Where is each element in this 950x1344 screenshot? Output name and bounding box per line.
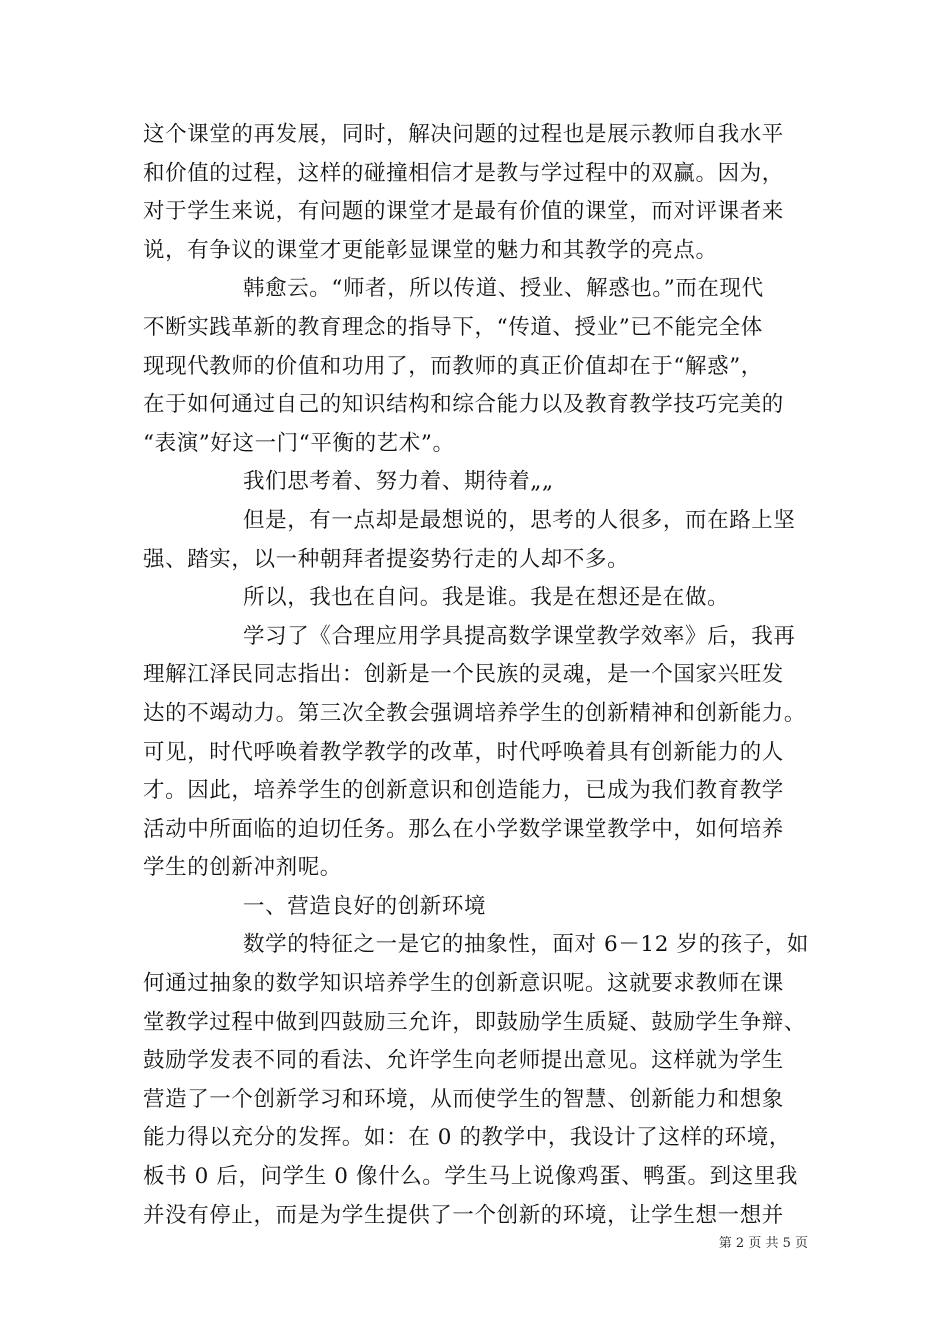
text-line: 可见，时代呼唤着教学教学的改革，时代呼唤着具有创新能力的人	[143, 739, 784, 765]
document-body	[143, 116, 813, 1235]
text-line: 何通过抽象的数学知识培养学生的创新意识呢。这就要求教师在课	[143, 971, 784, 997]
text-line: “表演”好这一门“平衡的艺术”。	[143, 430, 455, 456]
text-line: 达的不竭动力。第三次全教会强调培养学生的创新精神和创新能力。	[143, 700, 807, 726]
text-line: 强、踏实，以一种朝拜者提姿势行走的人却不多。	[143, 546, 630, 572]
text-line: 活动中所面临的迫切任务。那么在小学数学课堂教学中，如何培养	[143, 816, 784, 842]
text-line: 在于如何通过自己的知识结构和综合能力以及教育教学技巧完美的	[143, 392, 784, 418]
text-line: 能力得以充分的发挥。如：在 0 的教学中，我设计了这样的环境，	[143, 1125, 791, 1151]
text-line: 理解江泽民同志指出：创新是一个民族的灵魂，是一个国家兴旺发	[143, 662, 784, 688]
text-line: 但是，有一点却是最想说的，思考的人很多，而在路上坚	[243, 507, 796, 533]
text-line: 对于学生来说，有问题的课堂才是最有价值的课堂，而对评课者来	[143, 199, 784, 225]
text-line: 和价值的过程，这样的碰撞相信才是教与学过程中的双赢。因为，	[143, 160, 784, 186]
text-line: 才。因此，培养学生的创新意识和创造能力，已成为我们教育教学	[143, 778, 784, 804]
text-line: 所以，我也在自问。我是谁。我是在想还是在做。	[243, 585, 730, 611]
page-number: 第 2 页 共 5 页	[718, 1236, 808, 1251]
text-line: 学生的创新冲剂呢。	[143, 855, 342, 881]
text-line: 鼓励学发表不同的看法、允许学生向老师提出意见。这样就为学生	[143, 1048, 784, 1074]
text-line: 一、营造良好的创新环境	[243, 893, 487, 919]
text-line: 并没有停止，而是为学生提供了一个创新的环境，让学生想一想并	[143, 1202, 784, 1228]
text-line: 说，有争议的课堂才更能彰显课堂的魅力和其教学的亮点。	[143, 237, 718, 263]
text-line: 不断实践革新的教育理念的指导下，“传道、授业”已不能完全体	[143, 314, 763, 340]
text-line: 这个课堂的再发展，同时，解决问题的过程也是展示教师自我水平	[143, 122, 784, 147]
text-line: 营造了一个创新学习和环境，从而使学生的智慧、创新能力和想象	[143, 1086, 784, 1112]
text-line: 学习了《合理应用学具提高数学课堂教学效率》后，我再	[243, 623, 796, 649]
text-line: 堂教学过程中做到四鼓励三允许，即鼓励学生质疑、鼓励学生争辩、	[143, 1009, 807, 1035]
text-line: 现现代教师的价值和功用了，而教师的真正价值却在于“解惑”，	[143, 353, 763, 379]
text-line: 韩愈云。“师者，所以传道、授业、解惑也。”而在现代	[243, 276, 764, 302]
text-line: 数学的特征之一是它的抽象性，面对 6－12 岁的孩子，如	[243, 932, 810, 958]
text-line: 我们思考着、努力着、期待着„„	[243, 469, 554, 495]
text-line: 板书 0 后，问学生 0 像什么。学生马上说像鸡蛋、鸭蛋。到这里我	[143, 1164, 798, 1190]
